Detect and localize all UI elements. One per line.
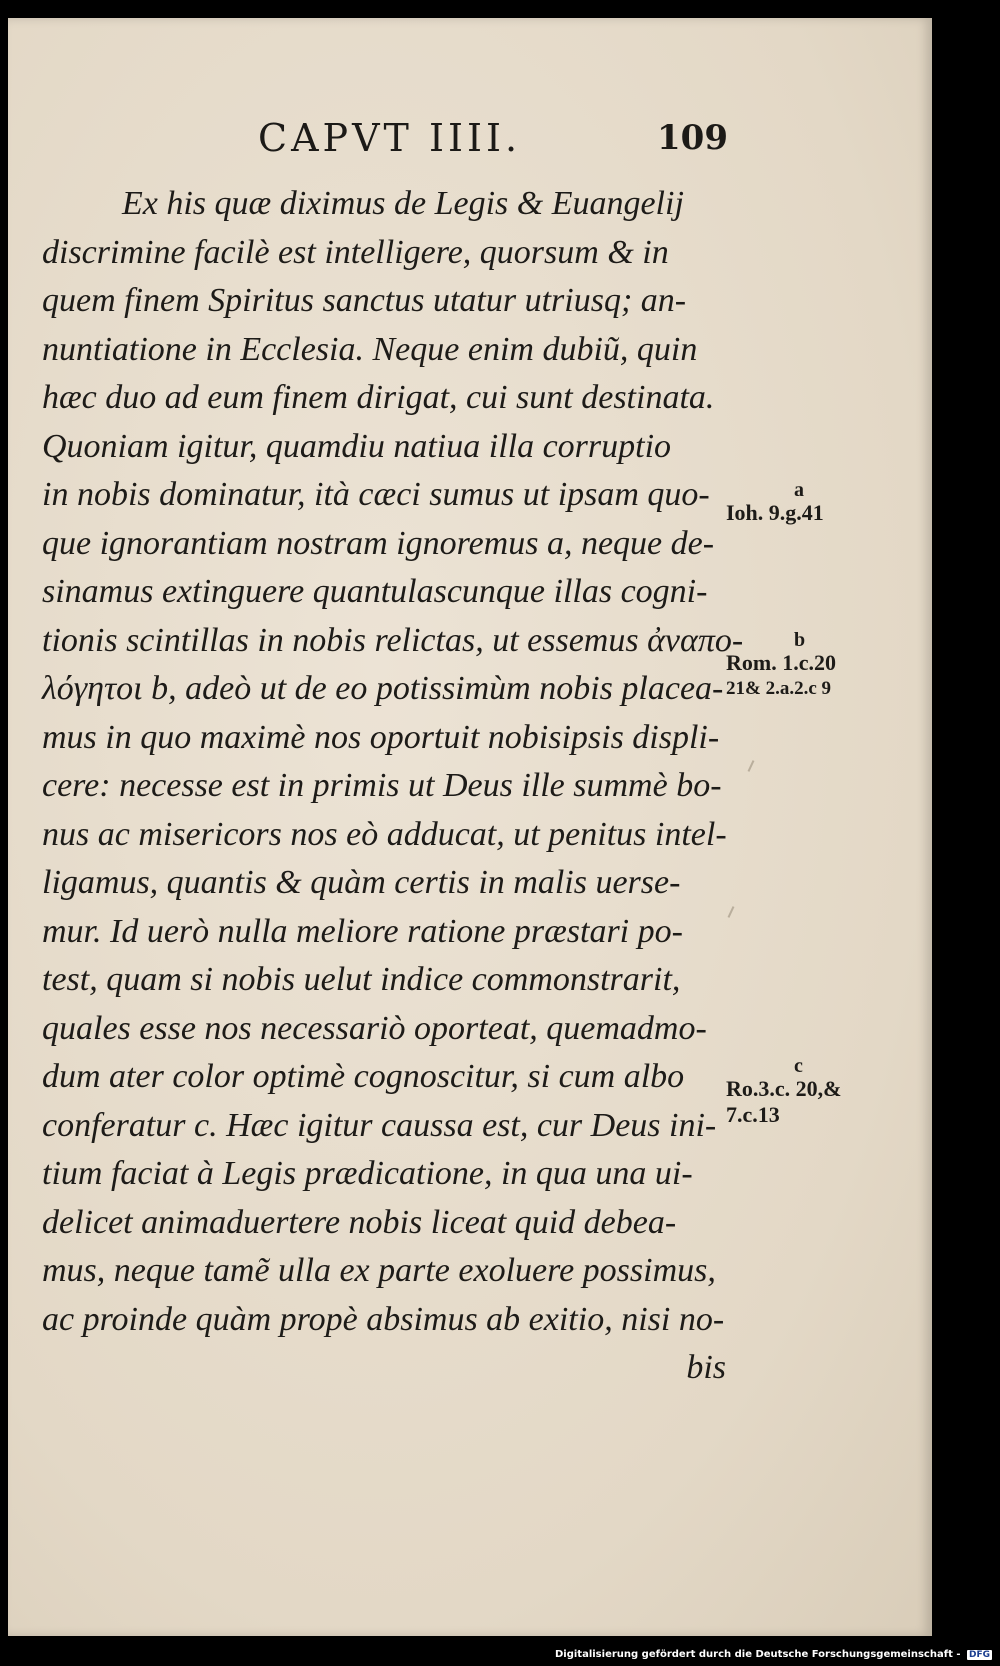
- text-line: quem finem Spiritus sanctus utatur utriusq; an-: [42, 282, 687, 319]
- text-line: test, quam si nobis uelut indice commonstrarit,: [42, 961, 681, 998]
- dfg-logo: DFG: [968, 1650, 990, 1660]
- text-line: conferatur c. Hæc igitur caussa est, cur Deus ini-: [42, 1106, 717, 1144]
- marginal-key: b: [794, 629, 806, 651]
- text-line: hæc duo ad eum finem dirigat, cui sunt destinata.: [42, 379, 715, 416]
- page-number: 109: [657, 118, 728, 158]
- book-page: [8, 18, 932, 1636]
- text-line: dum ater color optimè cognoscitur, si cum albo: [42, 1058, 685, 1095]
- marginal-note-b: [726, 630, 876, 702]
- marginal-reference: Ioh. 9.g.41: [726, 500, 824, 525]
- running-title: CAPVT IIII.: [258, 116, 522, 160]
- text-line: nuntiatione in Ecclesia. Neque enim dubiũ, quin: [42, 330, 698, 368]
- marginal-note-c: [726, 1056, 876, 1128]
- text-line: mus, neque tamẽ ulla ex parte exoluere possimus,: [42, 1252, 716, 1289]
- marginal-reference: 7.c.13: [726, 1102, 780, 1127]
- marginal-reference: 21& 2.a.2.c 9: [726, 678, 832, 699]
- marginal-key: a: [794, 479, 804, 501]
- text-line: in nobis dominatur, ità cæci sumus ut ipsam quo-: [42, 476, 710, 513]
- text-line: cere: necesse est in primis ut Deus ille summè bo-: [42, 767, 722, 804]
- page-header: [258, 116, 728, 160]
- digitization-credit: [555, 1649, 992, 1660]
- body-text: [42, 180, 744, 1393]
- text-line: λόγητοι b, adeò ut de eo potissimùm nobis placea-: [42, 670, 724, 707]
- text-line: sinamus extinguere quantulascunque illas cogni-: [42, 573, 708, 610]
- text-line: mur. Id uerò nulla meliore ratione præstari po-: [42, 912, 683, 950]
- text-line: Ex his quæ diximus de Legis & Euangelij: [122, 185, 684, 222]
- text-line: nus ac misericors nos eò adducat, ut penitus intel-: [42, 815, 727, 853]
- marginal-key: c: [794, 1055, 803, 1077]
- paper-blemish: [748, 760, 755, 772]
- marginal-reference: Rom. 1.c.20: [726, 650, 836, 675]
- text-line: mus in quo maximè nos oportuit nobisipsis displi-: [42, 718, 720, 756]
- text-line: tium faciat à Legis prædicatione, in qua una ui-: [42, 1155, 693, 1192]
- text-line: ac proinde quàm propè absimus ab exitio, nisi no-: [42, 1300, 725, 1338]
- text-line: quales esse nos necessariò oporteat, quemadmo-: [42, 1009, 707, 1047]
- text-line: tionis scintillas in nobis relictas, ut essemus ἀναπο-: [42, 621, 744, 659]
- text-line: delicet animaduertere nobis liceat quid debea-: [42, 1203, 677, 1241]
- text-line: discrimine facilè est intelligere, quorsum & in: [42, 233, 669, 271]
- marginal-reference: Ro.3.c. 20,&: [726, 1076, 842, 1101]
- text-line: que ignorantiam nostram ignoremus a, neque de-: [42, 524, 715, 562]
- text-line: Quoniam igitur, quamdiu natiua illa corruptio: [42, 427, 672, 465]
- marginal-note-a: [726, 480, 876, 526]
- text-line: ligamus, quantis & quàm certis in malis uerse-: [42, 864, 681, 901]
- catchword: bis: [686, 1349, 726, 1386]
- credit-text: Digitalisierung gefördert durch die Deutsche Forschungsgemeinschaft -: [554, 1649, 961, 1660]
